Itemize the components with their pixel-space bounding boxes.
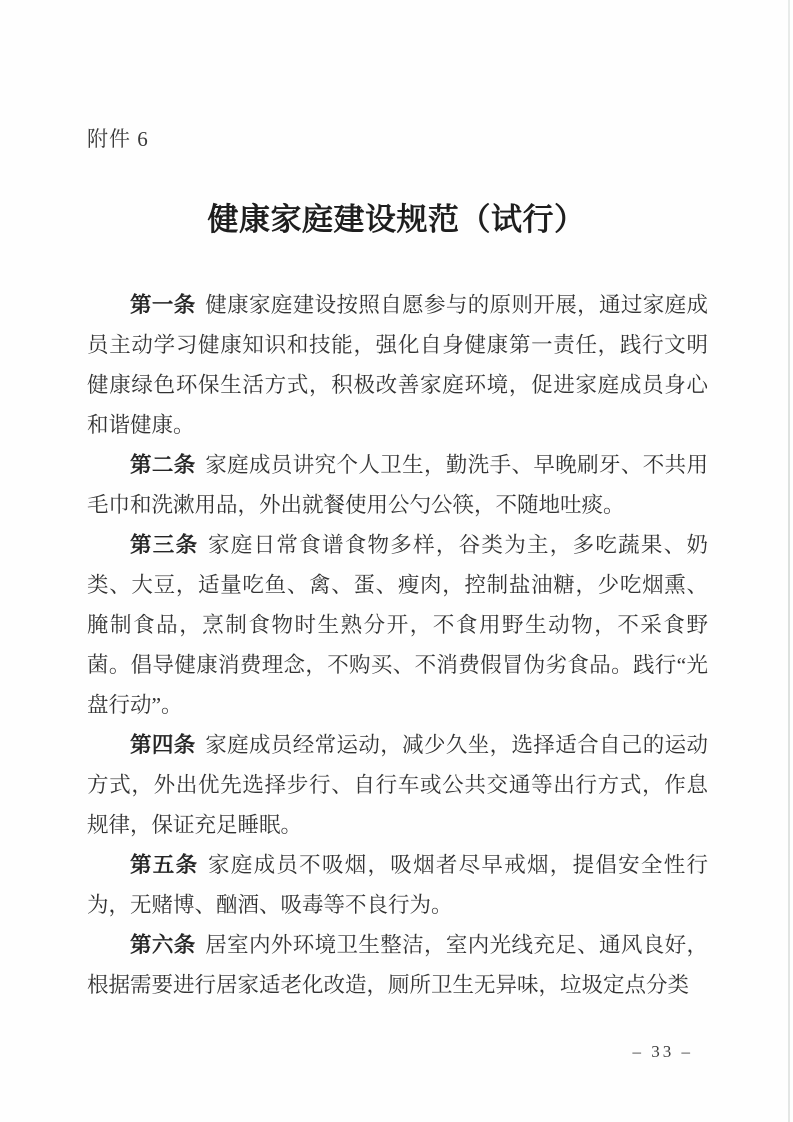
- article-5-label: 第五条: [130, 853, 199, 877]
- article-1-label: 第一条: [130, 293, 196, 317]
- article-5-text: 家庭成员不吸烟，吸烟者尽早戒烟，提倡安全性行为，无赌博、酗酒、吸毒等不良行为。: [87, 853, 708, 917]
- article-4: [87, 725, 708, 845]
- article-4-label: 第四条: [130, 733, 196, 757]
- attachment-label: 附件 6: [87, 127, 149, 151]
- article-3-label: 第三条: [130, 533, 199, 557]
- article-5: [87, 845, 708, 925]
- article-3-text: 家庭日常食谱食物多样，谷类为主，多吃蔬果、奶类、大豆，适量吃鱼、禽、蛋、瘦肉，控制盐油糖，少吃烟熏、腌制食品，烹制食物时生熟分开，不食用野生动物，不采食野菌。倡导健康消费理念，不购买、不消费假冒伪劣食品。践行“光盘行动”。: [87, 533, 708, 717]
- document-title: 健康家庭建设规范（试行）: [207, 202, 586, 237]
- article-3: [87, 525, 708, 725]
- article-6-label: 第六条: [130, 933, 196, 957]
- article-2-text: 家庭成员讲究个人卫生，勤洗手、早晚刷牙、不共用毛巾和洗漱用品，外出就餐使用公勺公筷，不随地吐痰。: [87, 453, 708, 517]
- article-2-label: 第二条: [130, 453, 196, 477]
- document-body: [87, 285, 708, 1005]
- scan-edge-shadow: [788, 0, 790, 1122]
- article-1-text: 健康家庭建设按照自愿参与的原则开展，通过家庭成员主动学习健康知识和技能，强化自身健康第一责任，践行文明健康绿色环保生活方式，积极改善家庭环境，促进家庭成员身心和谐健康。: [87, 293, 708, 437]
- article-1: [87, 285, 708, 445]
- article-2: [87, 445, 708, 525]
- article-6: [87, 925, 708, 1005]
- article-6-text: 居室内外环境卫生整洁，室内光线充足、通风良好，根据需要进行居家适老化改造，厕所卫生无异味，垃圾定点分类: [87, 933, 708, 997]
- page-number: – 33 –: [632, 1042, 693, 1061]
- article-4-text: 家庭成员经常运动，减少久坐，选择适合自己的运动方式，外出优先选择步行、自行车或公共交通等出行方式，作息规律，保证充足睡眠。: [87, 733, 708, 837]
